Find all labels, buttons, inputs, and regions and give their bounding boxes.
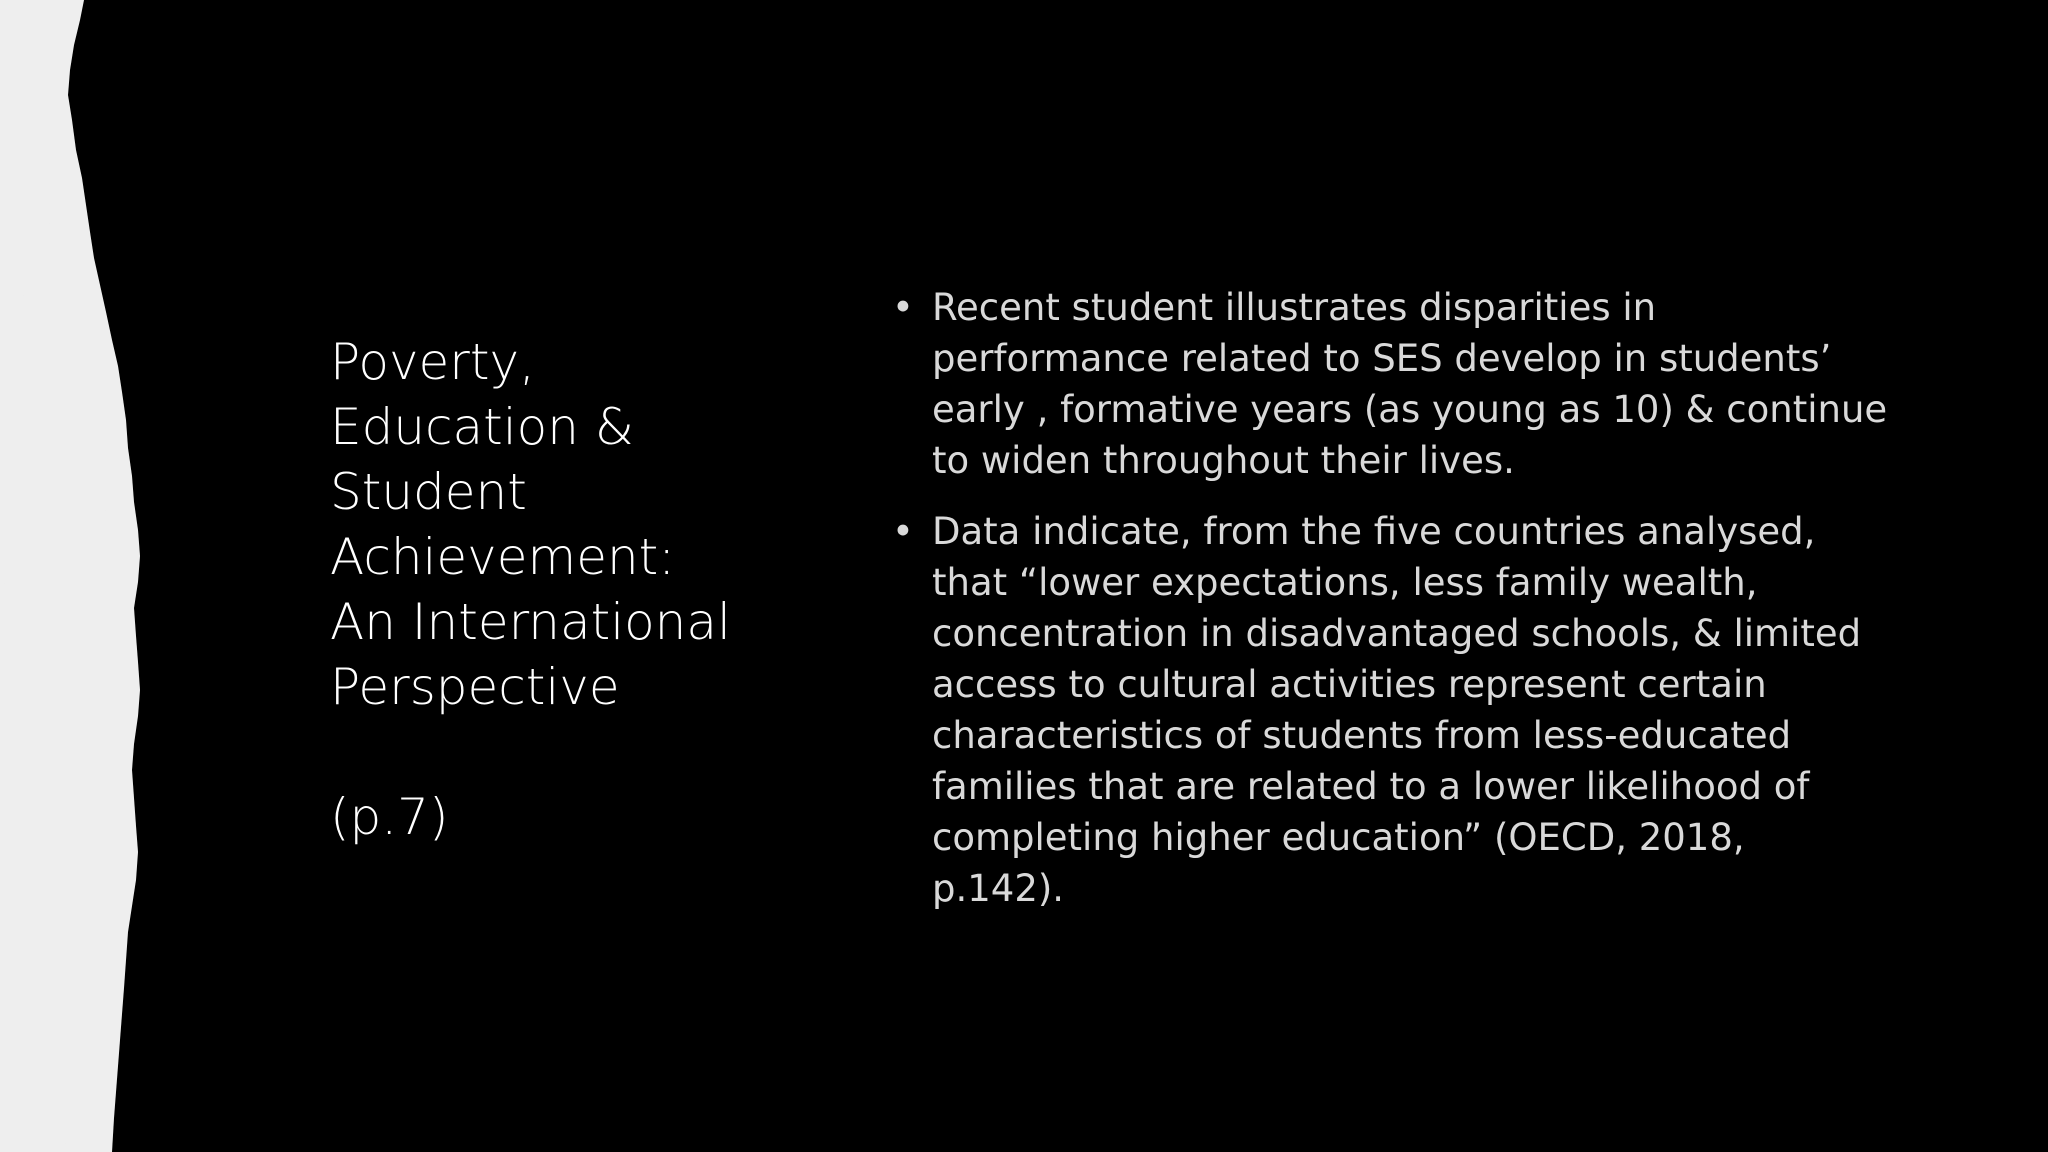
- bullet-list: [888, 282, 2008, 934]
- bullet-text-line: characteristics of students from less-educated: [932, 714, 1792, 757]
- title-line: Poverty,: [330, 333, 535, 391]
- bullet-text-line: performance related to SES develop in students’: [932, 337, 1832, 380]
- bullet-item: [888, 282, 2008, 486]
- bullet-icon: •: [892, 510, 914, 553]
- bullet-text-line: concentration in disadvantaged schools, & limited: [932, 612, 1862, 655]
- bullet-text-line: early , formative years (as young as 10) & continue: [932, 388, 1888, 431]
- bullet-text-line: Recent student illustrates disparities in: [932, 286, 1657, 329]
- bullet-text-line: that “lower expectations, less family wealth,: [932, 561, 1758, 604]
- page-reference: (p.7): [330, 788, 449, 846]
- bullet-item: [888, 506, 2008, 914]
- slide-title: [330, 330, 850, 850]
- title-line: An International: [330, 593, 731, 651]
- bullet-text-line: access to cultural activities represent certain: [932, 663, 1767, 706]
- paper-texture: [0, 0, 140, 1152]
- bullet-text-line: Data indicate, from the five countries analysed,: [932, 510, 1816, 553]
- title-line: Achievement:: [330, 528, 676, 586]
- bullet-text-line: families that are related to a lower likelihood of: [932, 765, 1810, 808]
- bullet-text-line: p.142).: [932, 867, 1065, 910]
- bullet-icon: •: [892, 286, 914, 329]
- title-line: Student: [330, 463, 527, 521]
- title-spacer: [330, 720, 850, 785]
- title-line: Perspective: [330, 658, 620, 716]
- bullet-text-line: completing higher education” (OECD, 2018,: [932, 816, 1745, 859]
- bullet-text-line: to widen throughout their lives.: [932, 439, 1515, 482]
- title-line: Education &: [330, 398, 634, 456]
